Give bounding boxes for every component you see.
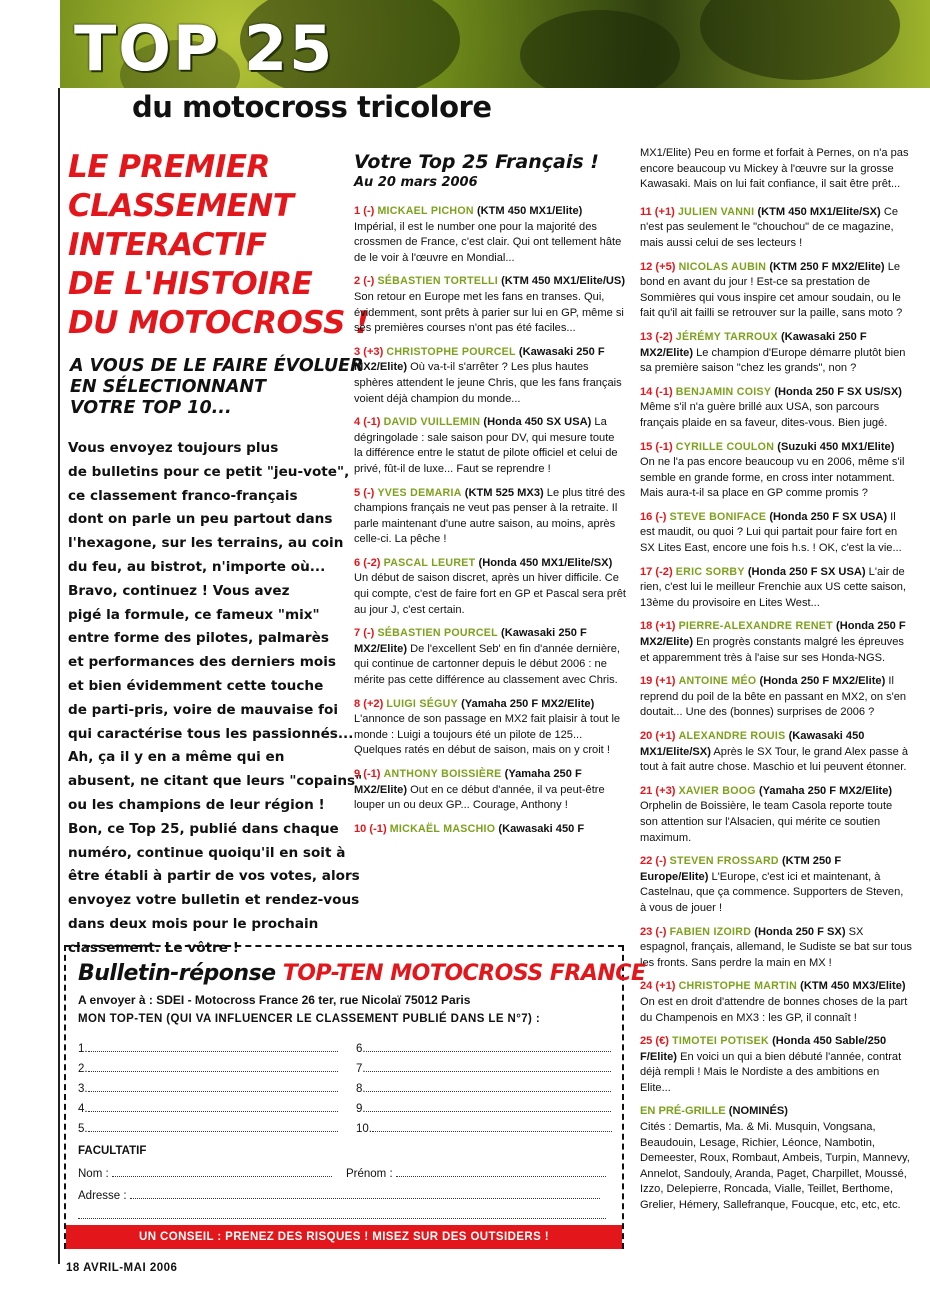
ranking-column-2	[640, 146, 912, 1222]
page-number: 18	[66, 1262, 80, 1274]
vote-number: 8.	[356, 1083, 366, 1095]
rider-comment: Ce n'est pas seulement le "chouchou" de ce magazine, mais aussi celui de ses lecteurs !	[640, 205, 899, 249]
rider-bike: (Honda 250 F SX)	[754, 925, 846, 938]
rider-bike: (Honda 450 MX1/Elite/SX)	[478, 556, 613, 569]
rank-position: 1 (-)	[354, 205, 375, 217]
intro-line: envoyez votre bulletin et rendez-vous	[68, 892, 360, 909]
ranking-entry	[354, 415, 626, 477]
subhead-line: VOTRE TOP 10...	[70, 398, 232, 418]
ranking-entry	[640, 510, 912, 557]
rank-position: 7 (-)	[354, 627, 375, 640]
rider-comment: Le plus titré des champions français ne veut pas penser à la retraite. Il parle maintenant d'une autre saison, au moins, après celle-ci. La pêche !	[354, 486, 626, 546]
rider-comment: SX espagnol, français, allemand, le Sudiste se bat sur tous les fronts. Sans perdre la main en MX !	[640, 925, 912, 969]
rider-comment: Orphelin de Boissière, le team Casola reporte toute son attention sur l'Alsacien, qui mérite ce soutien maximum.	[640, 800, 893, 844]
rider-name: ANTHONY BOISSIÈRE	[383, 768, 502, 780]
rider-bike: (KTM 250 F Europe/Elite)	[640, 855, 842, 883]
form-title-black: Bulletin-réponse	[78, 961, 276, 986]
rider-comment: En progrès constants malgré les épreuves et apparemment très à l'aise sur ses Honda-NGS.	[640, 636, 904, 664]
issue-date: AVRIL-MAI 2006	[83, 1262, 178, 1274]
rank-position: 17 (-2)	[640, 565, 673, 578]
rider-bike: (Yamaha 250 F MX2/Elite)	[354, 768, 582, 796]
intro-line: et performances des derniers mois	[68, 654, 336, 671]
rider-name: NICOLAS AUBIN	[678, 260, 767, 273]
rider-comment: Le champion d'Europe démarre plutôt bien sa première saison "chez les grands", non ?	[640, 346, 906, 375]
rider-name: DAVID VUILLEMIN	[383, 416, 481, 429]
rider-comment: Après le SX Tour, le grand Alex passe à tout à fait autre chose. Maschio et lui peuvent étonner.	[640, 745, 909, 774]
ranking-entry	[640, 925, 912, 972]
rank-position: 3 (+3)	[354, 345, 384, 358]
ranking-entry	[640, 260, 912, 322]
page-subtitle: du motocross tricolore	[132, 90, 492, 124]
intro-line: numéro, continue quoiqu'il en soit à	[68, 844, 346, 861]
ranking-entry	[640, 854, 912, 916]
rank-position: 13 (-2)	[640, 330, 673, 343]
rider-comment: Le bond en avant du jour ! Est-ce sa prestation de Sommières qui vous inspire cet amour soudain, ou le fait qu'il ait failli se retrouver sur la paille, sans moto ?	[640, 260, 903, 320]
rider-comment: Il est maudit, ou quoi ? Lui qui partait pour faire fort en SX Lites East, encore une fois h.s. ! OK, c'est la vie...	[640, 510, 902, 555]
ranking-entry	[354, 556, 626, 618]
intro-line: de bulletins pour ce petit "jeu-vote",	[68, 463, 350, 480]
rider-name: CHRISTOPHE POURCEL	[386, 345, 516, 358]
vote-number: 1.	[78, 1043, 88, 1055]
rank-position: 19 (+1)	[640, 675, 676, 688]
rider-name: XAVIER BOOG	[678, 784, 756, 797]
continued-text: MX1/Elite) Peu en forme et forfait à Pernes, on n'a pas encore beaucoup vu Mickey à l'œuvre sur la grosse Kawasaki. Mais on lui fait confiance, il sait être prêt...	[640, 147, 909, 191]
rank-position: 16 (-)	[640, 510, 667, 523]
vote-number: 2.	[78, 1063, 88, 1075]
rank-position: 25 (€)	[640, 1035, 669, 1048]
headline-line: CLASSEMENT	[68, 188, 294, 224]
rider-bike: (Kawasaki 450 MX1/Elite/SX)	[640, 730, 865, 758]
optional-label: FACULTATIF	[78, 1145, 147, 1157]
rank-position: 12 (+5)	[640, 260, 676, 273]
ranking-entry	[640, 784, 912, 846]
ranking-entry	[354, 345, 626, 407]
intro-line: entre forme des pilotes, palmarès	[68, 630, 329, 647]
rider-name: FABIEN IZOIRD	[669, 925, 752, 938]
rider-bike: (KTM 450 MX1/Elite/SX)	[757, 205, 881, 218]
name-label: Nom :	[78, 1168, 109, 1180]
list-title: Votre Top 25 Français !	[354, 151, 599, 173]
ranking-entry	[640, 729, 912, 776]
rider-bike: (KTM 450 MX1/Elite/US)	[501, 275, 626, 288]
form-address: A envoyer à : SDEI - Motocross France 26 ter, rue Nicolaï 75012 Paris	[78, 993, 471, 1007]
intro-line: du feu, au bistrot, n'importe où...	[68, 558, 326, 575]
rider-comment: Même s'il n'a guère brillé aux USA, son parcours français plaide en sa faveur, dites-vous. Bien jugé.	[640, 401, 888, 429]
ranking-entry	[640, 1034, 912, 1096]
nominees-title: EN PRÉ-GRILLE	[640, 1105, 726, 1118]
address-field[interactable]	[78, 1188, 600, 1202]
rank-position: 6 (-2)	[354, 556, 381, 569]
rider-name: LUIGI SÉGUY	[386, 697, 458, 710]
rider-comment: De l'excellent Seb' en fin d'année dernière, qui continue de cartonner depuis le début 2006 : ne mérite pas cette différence au classement avec Chris.	[354, 642, 620, 687]
headline-line: LE PREMIER	[68, 149, 270, 185]
advice-banner: UN CONSEIL : PRENEZ DES RISQUES ! MISEZ SUR DES OUTSIDERS !	[66, 1225, 622, 1249]
rider-name: TIMOTEI POTISEK	[672, 1035, 769, 1048]
rider-bike: (Kawasaki 250 F MX2/Elite)	[354, 627, 587, 655]
rider-bike: (Honda 450 Sable/250 F/Elite)	[640, 1035, 887, 1063]
rank-position: 2 (-)	[354, 275, 375, 288]
rank-position: 24 (+1)	[640, 980, 676, 993]
rider-comment: Il reprend du poil de la bête en passant en MX2, on s'en doutait... Une des (bonnes) surprises de 2006 ?	[640, 675, 907, 719]
rank-position: 20 (+1)	[640, 730, 676, 742]
intro-line: pigé la formule, ce fameux "mix"	[68, 606, 320, 623]
vote-line-3[interactable]	[78, 1081, 338, 1095]
rider-bike: (Kawasaki 450 F	[498, 822, 585, 835]
rider-bike: (Honda 450 SX USA)	[483, 416, 592, 429]
rider-comment: L'annonce de son passage en MX2 fait plaisir à tout le monde : Luigi a toujours été un pilote de 125... Quelques ratés en début de saison, mais on y croit !	[354, 713, 621, 757]
rider-bike: (Kawasaki 250 F MX2/Elite)	[640, 330, 867, 359]
vote-line-2[interactable]	[78, 1061, 338, 1075]
vote-line-8[interactable]	[356, 1081, 611, 1095]
vote-line-6[interactable]	[356, 1041, 611, 1055]
rank-position: 15 (-1)	[640, 440, 673, 453]
form-title	[78, 961, 645, 986]
name-field[interactable]	[78, 1166, 332, 1180]
vote-number: 9.	[356, 1103, 366, 1115]
rider-bike: (Honda 250 F SX USA)	[747, 565, 866, 578]
firstname-field[interactable]	[346, 1166, 606, 1180]
rider-name: JULIEN VANNI	[677, 205, 755, 218]
rider-name: CHRISTOPHE MARTIN	[678, 980, 798, 993]
nominees-text: Cités : Demartis, Ma. & Mi. Musquin, Vongsana, Beaudouin, Lesage, Richier, Léonce, Nambotin, Demeester, Roux, Rombaut, Ambeis, Turpin, Mannevy, Annelot, Sandouly, Aranda, Paget, Charpillet, Moussé, Izzo, Delepierre, Roncada, Vialle, Teillet, Berthome, Grelier, Hémery, Sallefranque, Foucque, etc, etc, etc.	[640, 1121, 910, 1212]
vote-number: 3.	[78, 1083, 88, 1095]
rider-comment: Un début de saison discret, après un hiver difficile. Ce qui compte, c'est de faire fort en GP et Pascal sera prêt au jour J, c'est certain.	[354, 572, 626, 616]
rank-position: 5 (-)	[354, 486, 375, 499]
rider-name: SÉBASTIEN TORTELLI	[377, 275, 499, 288]
rider-bike: (Honda 250 F MX2/Elite)	[759, 675, 886, 688]
headline-line: DE L'HISTOIRE	[68, 266, 313, 302]
rider-bike: (Honda 250 F MX2/Elite)	[640, 620, 906, 649]
margin-rule	[58, 88, 60, 1264]
ranking-entry	[640, 979, 912, 1026]
ranking-entry	[640, 385, 912, 432]
reply-form	[64, 945, 646, 1249]
intro-line: de parti-pris, voire de mauvaise foi	[68, 701, 339, 718]
rank-position: 8 (+2)	[354, 697, 384, 710]
intro-line: dans deux mois pour le prochain	[68, 915, 319, 932]
vote-line-9[interactable]	[356, 1101, 611, 1115]
rank-position: 18 (+1)	[640, 620, 676, 633]
form-topten-label: MON TOP-TEN (QUI VA INFLUENCER LE CLASSEMENT PUBLIÉ DANS LE N°7) :	[78, 1013, 541, 1025]
rider-comment: Impérial, il est le number one pour la majorité des crossmen de France, c'est clair. Qui ont tellement hâte de le voir à l'œuvre en Mondial...	[354, 220, 622, 264]
vote-number: 7.	[356, 1063, 366, 1075]
intro-line: l'hexagone, sur les terrains, au coin	[68, 535, 344, 552]
address-field-line-2[interactable]	[78, 1208, 606, 1222]
list-date: Au 20 mars 2006	[354, 175, 478, 190]
subheadline	[70, 356, 364, 419]
intro-text	[68, 437, 363, 961]
rider-name: STEVEN FROSSARD	[669, 855, 779, 868]
rank-position: 9 (-1)	[354, 768, 381, 780]
rider-comment: L'Europe, c'est ici et maintenant, à Castelnau, que ça commence. Supporters de Steven, à vous de jouer !	[640, 870, 904, 914]
intro-line: Ah, ça il y en a même qui en	[68, 749, 285, 766]
ranking-entry	[640, 205, 912, 252]
ranking-entry	[640, 674, 912, 721]
rider-bike: (Suzuki 450 MX1/Elite)	[777, 440, 895, 453]
ranking-entry	[354, 626, 626, 688]
rider-name: MICKAEL PICHON	[377, 205, 474, 217]
rider-name: SÉBASTIEN POURCEL	[377, 627, 498, 640]
rider-comment: Son retour en Europe met les fans en transes. Qui, évidemment, sont prêts à parier sur lui en GP, même si ses premières courses n'ont pas été faciles...	[354, 290, 624, 335]
rider-comment: On ne l'a pas encore beaucoup vu en 2006, même s'il semble en grande forme, en cross inter notamment. Mais aura-t-il sa place en GP comme promis ?	[640, 456, 905, 500]
ranking-entry	[640, 619, 912, 666]
intro-line: Vous envoyez toujours plus	[68, 440, 279, 456]
ranking-entry	[354, 697, 626, 759]
rider-name: YVES DEMARIA	[377, 486, 462, 499]
rider-comment: Out en ce début d'année, il va peut-être louper un ou deux GP... Courage, Anthony !	[354, 783, 605, 812]
rider-name: MICKAËL MASCHIO	[389, 822, 496, 835]
ranking-entry	[354, 767, 626, 814]
ranking-entry	[640, 330, 912, 377]
headline-line: INTERACTIF	[68, 227, 267, 263]
vote-line-7[interactable]	[356, 1061, 611, 1075]
rider-name: PIERRE-ALEXANDRE RENET	[678, 620, 833, 633]
ranking-entry	[354, 822, 626, 838]
ranking-entry	[354, 486, 626, 548]
page-footer	[66, 1262, 177, 1274]
vote-line-1[interactable]	[78, 1041, 338, 1055]
subhead-line: EN SÉLECTIONNANT	[70, 377, 266, 397]
rider-bike: (KTM 450 MX3/Elite)	[800, 980, 906, 993]
rider-name: CYRILLE COULON	[675, 440, 775, 453]
rider-name: BENJAMIN COISY	[675, 385, 772, 398]
rider-bike: (Honda 250 F SX US/SX)	[774, 385, 902, 398]
form-title-red: TOP-TEN MOTOCROSS FRANCE	[282, 961, 646, 986]
rider-bike: (KTM 525 MX3)	[464, 486, 544, 499]
intro-line: classement. Le vôtre !	[68, 939, 239, 956]
rider-comment: En voici un qui a bien débuté l'année, contrat déjà rempli ! Mais le Nordiste a des ambitions en Elite...	[640, 1050, 902, 1094]
intro-line: abusent, ne citant que leurs "copains"	[68, 773, 363, 790]
intro-line: Bravo, continuez ! Vous avez	[68, 582, 290, 599]
ranking-entry	[354, 204, 626, 266]
intro-line: Bon, ce Top 25, publié dans chaque	[68, 820, 339, 837]
ranking-column-1	[354, 150, 626, 845]
vote-number: 5.	[78, 1123, 88, 1135]
vote-number: 6.	[356, 1043, 366, 1055]
rank-position: 10 (-1)	[354, 822, 387, 835]
intro-line: ou les champions de leur région !	[68, 796, 325, 813]
intro-line: dont on parle un peu partout dans	[68, 511, 333, 528]
ranking-entry	[354, 274, 626, 336]
rank-position: 21 (+3)	[640, 784, 676, 797]
vote-number: 10.	[356, 1123, 372, 1135]
rider-bike: (Kawasaki 250 F MX2/Elite)	[354, 345, 605, 374]
rider-name: ALEXANDRE ROUIS	[678, 730, 786, 742]
intro-line: ce classement franco-français	[68, 487, 298, 504]
subhead-line: A VOUS DE LE FAIRE ÉVOLUER	[70, 356, 364, 376]
nominees	[640, 1104, 912, 1213]
rider-name: STEVE BONIFACE	[669, 510, 767, 523]
rider-bike: (Yamaha 250 F MX2/Elite)	[758, 784, 893, 797]
ranking-entry	[640, 440, 912, 502]
rider-name: JÉRÉMY TARROUX	[675, 330, 778, 343]
firstname-label: Prénom :	[346, 1168, 393, 1180]
rank-position: 11 (+1)	[640, 205, 675, 218]
rider-comment: Où va-t-il s'arrêter ? Les plus hautes sphères attendent le jeune Chris, que les fans français voient déjà champion du monde...	[354, 361, 622, 405]
address-label: Adresse :	[78, 1190, 127, 1202]
nominees-label: (NOMINÉS)	[728, 1105, 788, 1118]
rider-comment: L'air de rien, c'est lui le meilleur Frenchie aux US cette saison, 13ème du provisoire en Lites West...	[640, 565, 907, 609]
rank-position: 23 (-)	[640, 925, 667, 938]
vote-line-4[interactable]	[78, 1101, 338, 1115]
rider-comment: On est en droit d'attendre de bonnes choses de la part du Champenois en MX3 : les GP, il connaît !	[640, 995, 908, 1024]
rider-bike: (Honda 250 F SX USA)	[769, 510, 888, 523]
ranking-entry	[640, 565, 912, 612]
rider-bike: (KTM 450 MX1/Elite)	[476, 205, 583, 217]
intro-line: qui caractérise tous les passionnés...	[68, 725, 354, 742]
rank-position: 14 (-1)	[640, 385, 673, 398]
rank-position: 22 (-)	[640, 855, 667, 868]
intro-line: et bien évidemment cette touche	[68, 677, 324, 694]
vote-line-5[interactable]	[78, 1121, 338, 1135]
intro-line: être établi à partir de vos votes, alors	[68, 868, 360, 885]
rider-bike: (Yamaha 250 F MX2/Elite)	[461, 697, 595, 710]
vote-line-10[interactable]	[356, 1121, 612, 1135]
rider-name: PASCAL LEURET	[383, 556, 476, 569]
rider-bike: (KTM 250 F MX2/Elite)	[769, 260, 885, 273]
rank-position: 4 (-1)	[354, 416, 381, 429]
headline-line: DU MOTOCROSS !	[68, 305, 369, 341]
rider-name: ERIC SORBY	[675, 565, 745, 578]
headline	[68, 148, 369, 343]
page-title: TOP 25	[74, 12, 335, 85]
rider-name: ANTOINE MÉO	[678, 675, 757, 688]
vote-number: 4.	[78, 1103, 88, 1115]
rider-comment: La dégringolade : sale saison pour DV, qui mesure toute la différence entre le statut de pilote officiel et celui de privé, fût-il de luxe... Faut se reprendre !	[354, 416, 618, 475]
